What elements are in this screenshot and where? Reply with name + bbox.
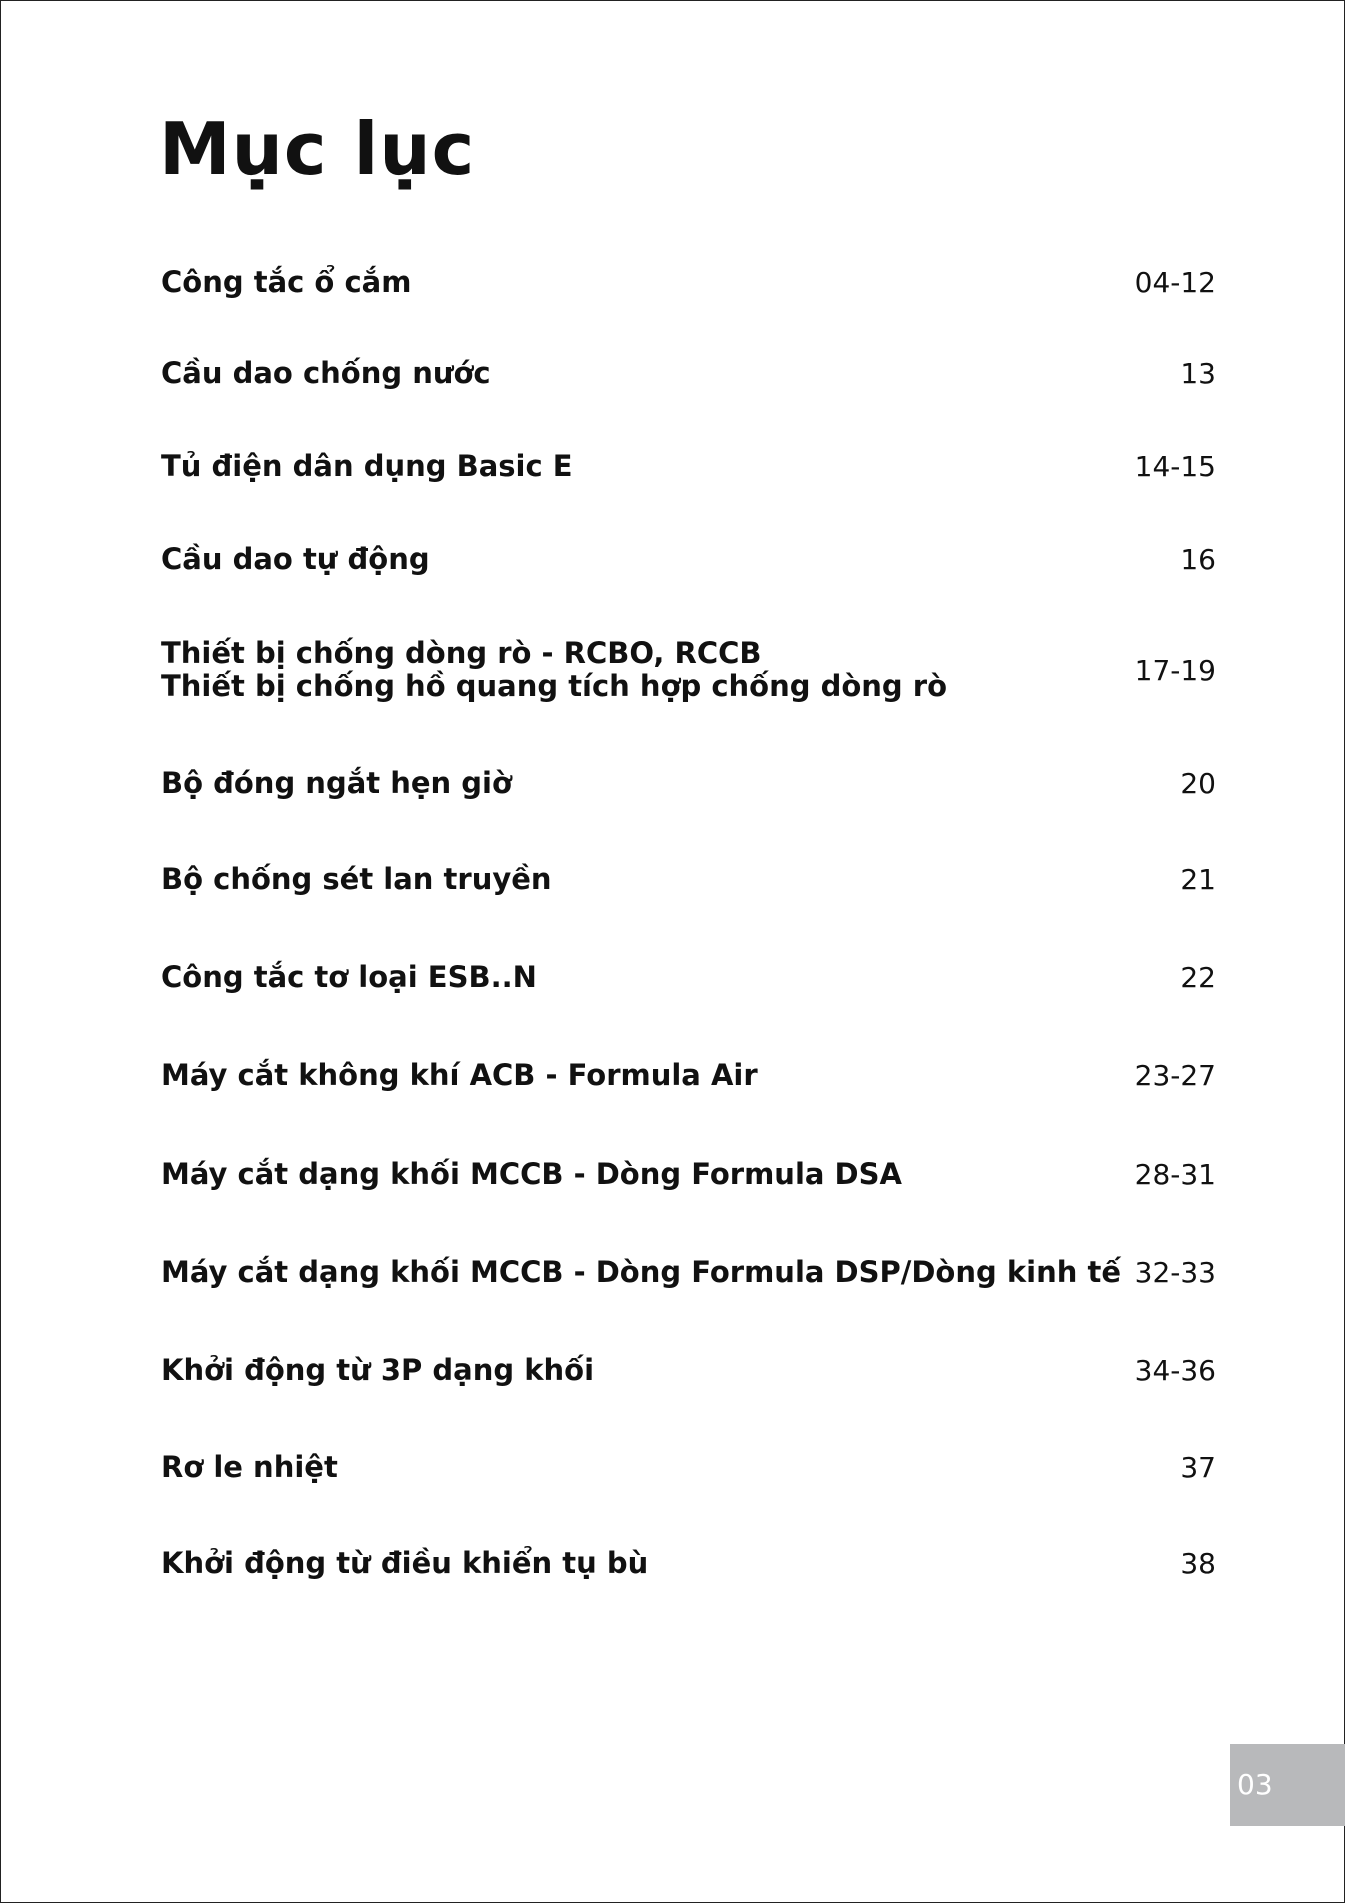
toc-entry-label [161,1059,758,1092]
toc-entry-line: Bộ đóng ngắt hẹn giờ [161,766,512,800]
toc-entry-line: Cầu dao tự động [161,542,430,576]
toc-entry-pages: 14-15 [1134,450,1216,483]
toc-entry-line: Thiết bị chống dòng rò - RCBO, RCCB [161,636,762,670]
toc-entry-label [161,1547,648,1580]
toc-entry-label [161,450,573,483]
toc-entry-line: Máy cắt không khí ACB - Formula Air [161,1058,758,1092]
page-number: 03 [1237,1768,1273,1801]
toc-entry-pages: 32-33 [1134,1256,1216,1289]
toc-entry-pages: 38 [1180,1547,1216,1580]
toc-entry-label [161,637,947,703]
toc-entry-pages: 28-31 [1134,1158,1216,1191]
page-number-tab [1230,1744,1345,1826]
toc-entry-pages: 16 [1180,543,1216,576]
toc-entry-line: Thiết bị chống hồ quang tích hợp chống dòng rò [161,669,948,703]
toc-entry-label [161,1256,1121,1289]
toc-entry-line: Máy cắt dạng khối MCCB - Dòng Formula DSP/Dòng kinh tế [161,1255,1122,1289]
toc-entry-pages: 13 [1180,357,1216,390]
toc-entry-line: Máy cắt dạng khối MCCB - Dòng Formula DSA [161,1157,902,1191]
toc-entry-label [161,1451,338,1484]
toc-entry-label [161,961,537,994]
toc-entry-pages: 22 [1180,961,1216,994]
toc-entry-line: Công tắc tơ loại ESB..N [161,960,537,994]
toc-entry-pages: 17-19 [1134,654,1216,687]
toc-entry-line: Cầu dao chống nước [161,356,491,390]
toc-entry-label [161,767,512,800]
toc-entry-label [161,1158,902,1191]
toc-entry-pages: 04-12 [1134,266,1216,299]
toc-entry-line: Bộ chống sét lan truyền [161,862,552,896]
toc-entry-line: Khởi động từ 3P dạng khối [161,1353,595,1387]
toc-entry-pages: 20 [1180,767,1216,800]
toc-entry-line: Khởi động từ điều khiển tụ bù [161,1546,649,1580]
page-title: Mục lục [159,107,476,191]
toc-entry-line: Công tắc ổ cắm [161,265,412,299]
toc-entry-line: Tủ điện dân dụng Basic E [161,449,573,483]
toc-entry-label [161,1354,594,1387]
toc-entry-line: Rơ le nhiệt [161,1450,338,1484]
toc-entry-pages: 34-36 [1134,1354,1216,1387]
toc-entry-pages: 23-27 [1134,1059,1216,1092]
toc-entry-label [161,266,411,299]
toc-entry-pages: 37 [1180,1451,1216,1484]
toc-entry-label [161,863,552,896]
toc-entry-label [161,543,430,576]
toc-entry-label [161,357,491,390]
toc-entry-pages: 21 [1180,863,1216,896]
